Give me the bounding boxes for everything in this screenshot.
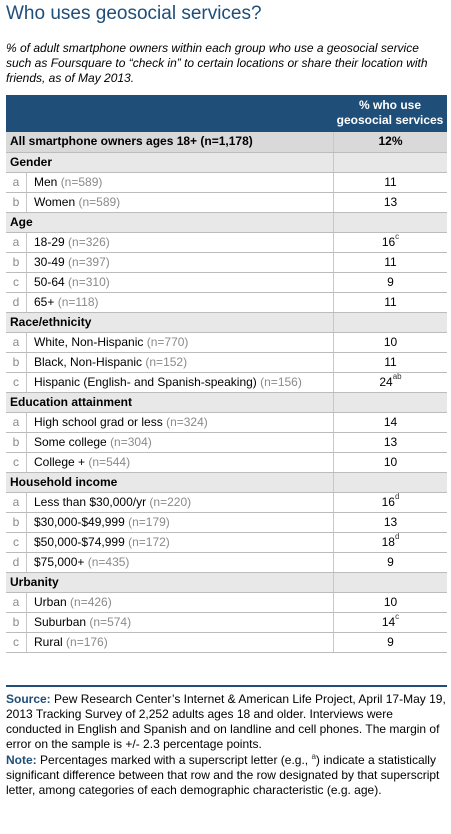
- row-letter: a: [6, 173, 27, 192]
- row-letter: c: [6, 273, 27, 292]
- row-value-superscript: ab: [392, 372, 402, 381]
- row-label: [34, 173, 102, 192]
- row-label: [34, 373, 302, 392]
- row-sample-size: (n=176): [66, 635, 108, 649]
- row-letter: c: [6, 373, 27, 392]
- row-sample-size: (n=574): [89, 615, 132, 629]
- row-sample-size: (n=220): [149, 495, 192, 509]
- table-row: [6, 253, 447, 273]
- row-letter: b: [6, 193, 27, 212]
- row-label-text: High school grad or less: [34, 415, 163, 429]
- chart-title: Who uses geosocial services?: [6, 3, 262, 24]
- row-sample-size: (n=326): [68, 235, 110, 249]
- row-value: [333, 433, 447, 452]
- chart-notes: [6, 692, 448, 799]
- row-letter: a: [6, 233, 27, 252]
- row-value-number: 11: [384, 175, 397, 189]
- data-table: [6, 95, 447, 653]
- table-row: [6, 433, 447, 453]
- row-sample-size: (n=426): [70, 595, 112, 609]
- row-label: [34, 413, 208, 432]
- row-value-superscript: d: [394, 492, 400, 501]
- row-sample-size: (n=397): [68, 255, 110, 269]
- row-label-text: White, Non-Hispanic: [34, 335, 144, 349]
- section-row: [6, 153, 447, 173]
- section-row: [6, 213, 447, 233]
- row-label-text: Suburban: [34, 615, 87, 629]
- row-label-text: Less than $30,000/yr: [34, 495, 147, 509]
- row-label-text: Black, Non-Hispanic: [34, 355, 143, 369]
- overall-value: 12%: [333, 132, 447, 152]
- table-row: [6, 193, 447, 213]
- row-value: [333, 593, 447, 612]
- row-label-text: Some college: [34, 435, 107, 449]
- row-value: [333, 233, 447, 252]
- row-label-text: Women: [34, 195, 76, 209]
- row-label-text: $75,000+: [34, 555, 85, 569]
- row-label-text: Hispanic (English- and Spanish-speaking): [34, 375, 257, 389]
- table-row: [6, 373, 447, 393]
- row-value-number: 10: [383, 455, 398, 469]
- row-value-number: 10: [383, 335, 398, 349]
- chart-subtitle: % of adult smartphone owners within each group who use a geosocial service such as Foursquare to “check in” to certain locations or share their location with friends, as of May 2013.: [6, 41, 428, 85]
- row-value-number: 16: [381, 235, 396, 249]
- section-value-cell: [333, 393, 447, 412]
- row-label: [34, 513, 170, 532]
- row-value-number: 13: [383, 435, 398, 449]
- row-label: [34, 293, 99, 312]
- row-letter: b: [6, 513, 27, 532]
- row-letter: d: [6, 553, 27, 572]
- table-row: [6, 233, 447, 253]
- row-label-text: 18-29: [34, 235, 65, 249]
- row-value-number: 11: [384, 355, 397, 369]
- row-sample-size: (n=118): [57, 295, 99, 309]
- row-value-number: 11: [384, 295, 397, 309]
- row-sample-size: (n=589): [78, 195, 121, 209]
- row-label-text: Rural: [34, 635, 63, 649]
- table-row: [6, 453, 447, 473]
- row-value: [333, 553, 447, 572]
- row-letter: c: [6, 633, 27, 652]
- row-label: [34, 453, 130, 472]
- row-value: [333, 513, 447, 532]
- row-value: [333, 533, 447, 552]
- row-letter: b: [6, 253, 27, 272]
- table-row: [6, 613, 447, 633]
- section-label: Gender: [10, 155, 53, 169]
- table-row: [6, 513, 447, 533]
- method-note: Note: Percentages marked with a superscript letter (e.g., $^a$) indicate a statistically significant difference between that row and the row designated by that superscript letter, among categories of each demographic characteristic (e.g. age).: [6, 752, 440, 797]
- table-row: [6, 293, 447, 313]
- row-sample-size: (n=544): [88, 455, 131, 469]
- row-value: [333, 353, 447, 372]
- row-value: [333, 613, 447, 632]
- table-header: [6, 95, 447, 132]
- row-value: [333, 493, 447, 512]
- section-row: [6, 473, 447, 493]
- row-label: [34, 273, 110, 292]
- row-value: [333, 293, 447, 312]
- row-value-number: 16: [381, 495, 395, 509]
- row-label: [34, 593, 112, 612]
- row-sample-size: (n=304): [110, 435, 152, 449]
- row-label: [34, 433, 152, 452]
- row-letter: a: [6, 333, 27, 352]
- row-label: [34, 353, 187, 372]
- table-row: [6, 633, 447, 653]
- section-value-cell: [333, 213, 447, 232]
- section-label: Race/ethnicity: [10, 315, 92, 329]
- section-row: [6, 573, 447, 593]
- row-value: [333, 413, 447, 432]
- overall-label: All smartphone owners ages 18+ (n=1,178): [10, 134, 253, 148]
- row-label-text: 30-49: [34, 255, 65, 269]
- row-label-text: Urban: [34, 595, 67, 609]
- table-row: [6, 173, 447, 193]
- row-value-number: 13: [383, 195, 398, 209]
- row-label: [34, 493, 191, 512]
- row-sample-size: (n=310): [68, 275, 110, 289]
- section-label: Urbanity: [10, 575, 59, 589]
- row-value: [333, 273, 447, 292]
- row-sample-size: (n=589): [60, 175, 103, 189]
- row-label: [34, 233, 110, 252]
- row-label-text: $30,000-$49,999: [34, 515, 125, 529]
- row-value-number: 13: [383, 515, 398, 529]
- row-letter: a: [6, 413, 27, 432]
- row-sample-size: (n=172): [128, 535, 170, 549]
- section-value-cell: [333, 473, 447, 492]
- row-letter: b: [6, 353, 27, 372]
- row-value-number: 14: [383, 415, 398, 429]
- row-letter: c: [6, 453, 27, 472]
- row-value-superscript: d: [394, 532, 400, 541]
- row-label: [34, 193, 120, 212]
- table-row: [6, 553, 447, 573]
- section-value-cell: [333, 153, 447, 172]
- table-row: [6, 353, 447, 373]
- row-value-superscript: c: [395, 232, 400, 241]
- row-value: [333, 253, 447, 272]
- row-letter: a: [6, 493, 27, 512]
- table-row: [6, 533, 447, 553]
- row-value-number: 11: [384, 255, 397, 269]
- row-value-superscript: c: [395, 612, 400, 621]
- row-label: [34, 253, 110, 272]
- row-value-number: 24: [379, 375, 393, 389]
- row-letter: a: [6, 593, 27, 612]
- row-value: [333, 193, 447, 212]
- row-sample-size: (n=179): [128, 515, 170, 529]
- section-row: [6, 393, 447, 413]
- row-label: [34, 633, 108, 652]
- row-value: [333, 373, 447, 392]
- row-label-text: $50,000-$74,999: [34, 535, 125, 549]
- row-label-text: College +: [34, 455, 86, 469]
- row-sample-size: (n=324): [166, 415, 208, 429]
- section-label: Education attainment: [10, 395, 133, 409]
- table-row: [6, 593, 447, 613]
- row-value-number: 18: [381, 535, 395, 549]
- row-value: [333, 333, 447, 352]
- row-value-number: 9: [387, 555, 394, 569]
- row-label-text: 65+: [34, 295, 55, 309]
- section-value-cell: [333, 573, 447, 592]
- footer-divider: [6, 685, 447, 687]
- row-value: [333, 633, 447, 652]
- row-label: [34, 333, 188, 352]
- row-letter: d: [6, 293, 27, 312]
- row-label: [34, 613, 131, 632]
- row-value-number: 9: [387, 635, 394, 649]
- row-label-text: 50-64: [34, 275, 65, 289]
- row-value: [333, 453, 447, 472]
- row-letter: b: [6, 433, 27, 452]
- row-letter: b: [6, 613, 27, 632]
- source-note: Source: Pew Research Center’s Internet & American Life Project, April 17-May 19, 2013 Tracking Survey of 2,252 adults ages 18 and older. Interviews were conducted in English and Spanish and on landline and cell phones. The margin of error on the sample is +/- 2.3 percentage points.: [6, 692, 446, 751]
- section-row: [6, 313, 447, 333]
- table-row: [6, 273, 447, 293]
- table-row: [6, 493, 447, 513]
- row-value: [333, 173, 447, 192]
- section-label: Household income: [10, 475, 118, 489]
- row-label-text: Men: [34, 175, 58, 189]
- section-value-cell: [333, 313, 447, 332]
- row-letter: c: [6, 533, 27, 552]
- row-sample-size: (n=152): [145, 355, 188, 369]
- row-label: [34, 533, 170, 552]
- table-body: [6, 132, 447, 653]
- row-value-number: 9: [387, 275, 394, 289]
- section-label: Age: [10, 215, 33, 229]
- table-row: [6, 333, 447, 353]
- overall-row: [6, 132, 447, 153]
- row-value-number: 10: [383, 595, 398, 609]
- row-sample-size: (n=770): [146, 335, 189, 349]
- column-header-value: % who use geosocial services: [336, 98, 444, 127]
- row-sample-size: (n=156): [260, 375, 302, 389]
- row-label: [34, 553, 129, 572]
- row-value-number: 14: [381, 615, 396, 629]
- row-sample-size: (n=435): [87, 555, 130, 569]
- table-row: [6, 413, 447, 433]
